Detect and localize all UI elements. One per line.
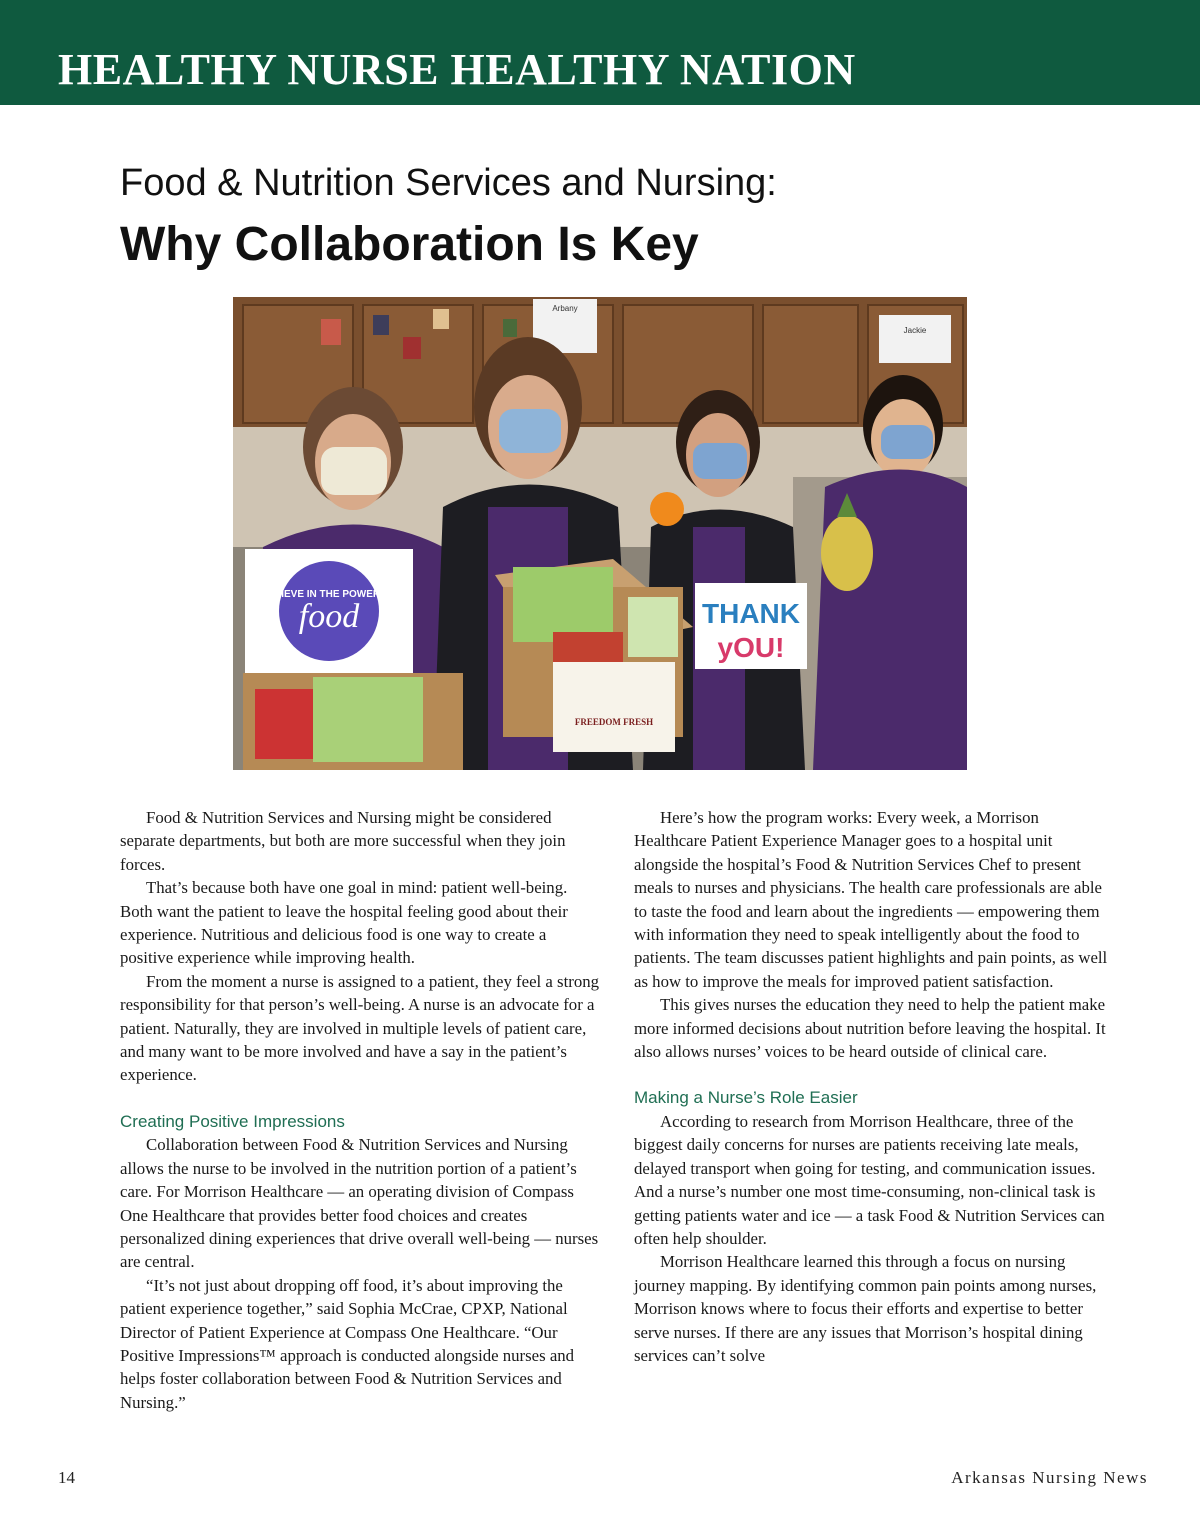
name-card-left: Arbany — [552, 304, 578, 313]
publication-name: Arkansas Nursing News — [951, 1468, 1148, 1487]
box-label: FREEDOM FRESH — [574, 717, 654, 727]
section-banner-title: HEALTHY NURSE HEALTHY NATION — [58, 45, 856, 94]
sign-believe-word: food — [298, 598, 360, 635]
sign-believe-top: BELIEVE IN THE POWER OF — [261, 589, 397, 600]
paragraph: Collaboration between Food & Nutrition Services and Nursing allows the nurse to be involved in the nutrition portion of a patient’s care. For Morrison Healthcare — an operating division of Compass One Healthcare that provides better food choices and creates personalized dining experiences that drive overall well-being — nurses are central. — [120, 1135, 599, 1272]
photo-illustration — [233, 297, 967, 770]
paragraph: That’s because both have one goal in mind: patient well-being. Both want the patient to leave the hospital feeling good about their experience. Nutritious and delicious food is one way to create a positive experience while improving health. — [120, 878, 568, 968]
paragraph: Morrison Healthcare learned this through a focus on nursing journey mapping. By identifying common pain points among nurses, Morrison knows where to focus their efforts and expertise to better serve nurses. If there are any issues that Morrison’s hospital dining services can’t solve — [634, 1252, 1097, 1365]
body-column-right — [634, 806, 1114, 1367]
paragraph: This gives nurses the education they need to help the patient make more informed decisions about nutrition before leaving the hospital. It also allows nurses’ voices to be heard outside of clinical care. — [634, 995, 1106, 1062]
paragraph: Food & Nutrition Services and Nursing might be considered separate departments, but both are more successful when they join forces. — [120, 808, 566, 874]
article-kicker: Food & Nutrition Services and Nursing: — [120, 162, 777, 204]
sign-thank: THANK — [702, 598, 800, 629]
paragraph: Here’s how the program works: Every week, a Morrison Healthcare Patient Experience Manager goes to a hospital unit alongside the hospital’s Food & Nutrition Services Chef to present meals to nurses and physicians. The health care professionals are able to taste the food and learn about the ingredients — empowering them with information they need to speak intelligently about the food to patients. The team discusses patient highlights and pain points, as well as how to improve the meals for improved patient satisfaction. — [634, 808, 1108, 991]
paragraph: From the moment a nurse is assigned to a patient, they feel a strong responsibility for that person’s well-being. A nurse is an advocate for a patient. Naturally, they are involved in multiple levels of patient care, and many want to be more involved and have a say in the patient’s experience. — [120, 971, 599, 1085]
subhead-making-nurses-role-easier: Making a Nurse’s Role Easier — [634, 1088, 858, 1108]
paragraph: “It’s not just about dropping off food, it’s about improving the patient experience together,” said Sophia McCrae, CPXP, National Director of Patient Experience at Compass One Healthcare. “Our Positive Impressions™ approach is conducted alongside nurses and helps foster collaboration between Food & Nutrition Services and Nursing.” — [120, 1275, 575, 1412]
article-headline: Why Collaboration Is Key — [120, 218, 699, 271]
sign-you: yOU! — [717, 632, 785, 663]
paragraph: According to research from Morrison Healthcare, three of the biggest daily concerns for nurses are patients receiving late meals, delayed transport when going for testing, and communication issues. And a nurse’s number one most time-consuming, non-clinical task is getting patients water and ice — a task Food & Nutrition Services can often help shoulder. — [634, 1111, 1105, 1248]
body-column-left — [120, 806, 600, 1414]
page-number: 14 — [58, 1468, 75, 1487]
article-photo — [233, 297, 967, 770]
subhead-creating-positive-impressions: Creating Positive Impressions — [120, 1111, 345, 1131]
name-card-right: Jackie — [903, 326, 927, 335]
